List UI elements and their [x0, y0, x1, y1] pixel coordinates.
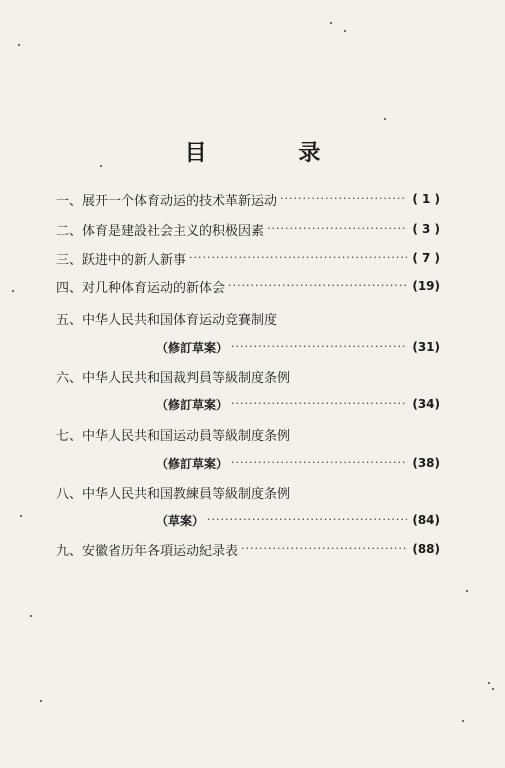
- toc-entry-4: [56, 275, 440, 297]
- scan-speck: [466, 590, 468, 592]
- scan-speck: [330, 22, 332, 24]
- scan-speck: [20, 515, 22, 517]
- toc-entry-6: [56, 365, 440, 387]
- toc-page-number: ( 7 ): [412, 251, 440, 265]
- toc-entry-subtitle: （修訂草案）: [156, 340, 229, 355]
- leader-dots: [228, 275, 407, 297]
- leader-dots: [207, 509, 407, 531]
- toc-entry-8: [56, 481, 440, 503]
- scan-speck: [492, 688, 494, 690]
- leader-dots: [241, 538, 407, 560]
- scan-speck: [18, 44, 20, 46]
- toc-entry-2: [56, 218, 440, 240]
- scan-speck: [100, 165, 102, 167]
- leader-dots: [231, 393, 407, 415]
- toc-entry-text: 三、跃进中的新人新事: [56, 252, 187, 268]
- toc-entry-5-sub: [56, 336, 440, 358]
- leader-dots: [189, 247, 407, 269]
- toc-entry-subtitle: （修訂草案）: [156, 456, 229, 471]
- toc-entry-text: 二、体育是建設社会主义的积极因素: [56, 223, 265, 239]
- leader-dots: [231, 452, 407, 474]
- toc-entry-8-sub: [56, 509, 440, 531]
- toc-entry-7: [56, 423, 440, 445]
- toc-page-number: (38): [412, 456, 440, 470]
- scan-speck: [30, 615, 32, 617]
- toc-entry-text: 一、展开一个体育动运的技术革新运动: [56, 193, 278, 209]
- scan-speck: [462, 720, 464, 722]
- toc-entry-5: [56, 307, 440, 329]
- scan-speck: [344, 30, 346, 32]
- page-title: 目 录: [184, 140, 363, 166]
- toc-page-number: (88): [412, 542, 440, 556]
- toc-page-number: (84): [412, 513, 440, 527]
- leader-dots: [267, 218, 407, 240]
- toc-entry-6-sub: [56, 393, 440, 415]
- toc-entry-text: 五、中华人民共和国体育运动竞賽制度: [56, 312, 278, 328]
- leader-dots: [231, 336, 407, 358]
- toc-entry-1: [56, 188, 440, 210]
- toc-entry-text: 八、中华人民共和国教練員等級制度条例: [56, 486, 291, 502]
- scan-speck: [488, 682, 490, 684]
- scan-speck: [12, 290, 14, 292]
- toc-page-number: (19): [412, 279, 440, 293]
- toc-entry-subtitle: （修訂草案）: [156, 397, 229, 412]
- toc-page-number: ( 3 ): [412, 222, 440, 236]
- toc-page-number: (31): [412, 340, 440, 354]
- toc-entry-text: 七、中华人民共和国运动員等級制度条例: [56, 428, 291, 444]
- toc-entry-7-sub: [56, 452, 440, 474]
- toc-entry-text: 六、中华人民共和国裁判員等級制度条例: [56, 370, 291, 386]
- leader-dots: [280, 188, 407, 210]
- toc-page-number: (34): [412, 397, 440, 411]
- toc-entry-text: 九、安徽省历年各項运动紀录表: [56, 543, 239, 559]
- toc-entry-text: 四、对几种体育运动的新体会: [56, 280, 226, 296]
- toc-entry-9: [56, 538, 440, 560]
- scan-speck: [384, 118, 386, 120]
- toc-entry-subtitle: （草案）: [156, 513, 205, 528]
- toc-page-number: ( 1 ): [412, 192, 440, 206]
- scan-speck: [40, 700, 42, 702]
- toc-entry-3: [56, 247, 440, 269]
